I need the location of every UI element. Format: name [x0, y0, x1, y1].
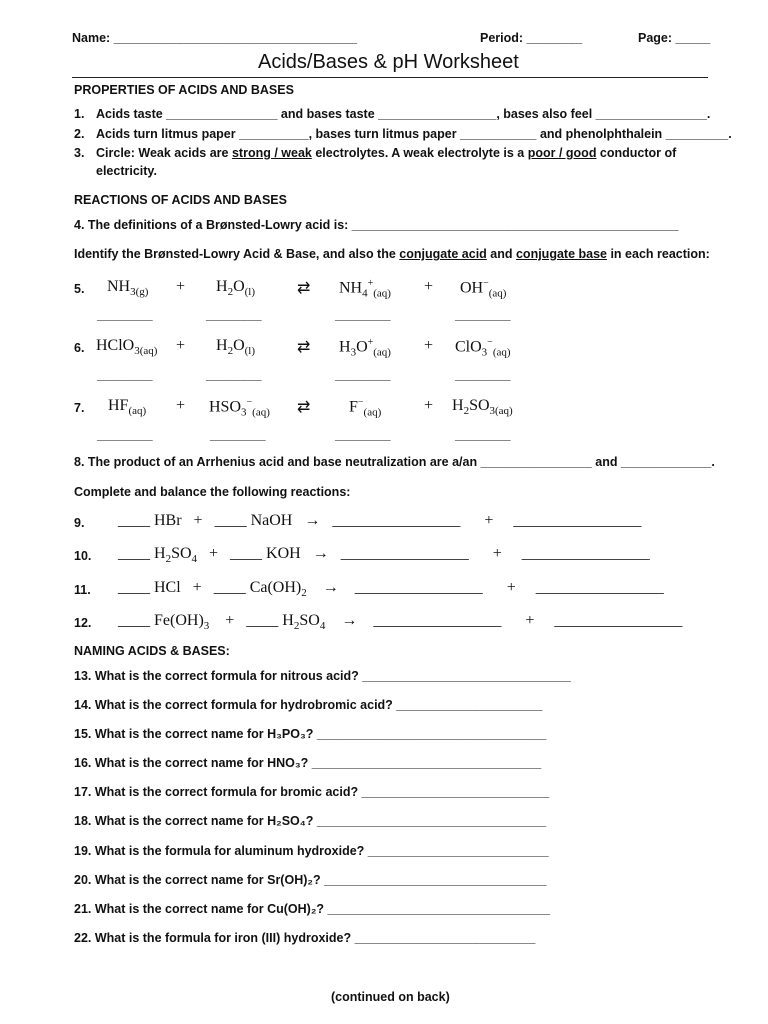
- q3-text: Circle: Weak acids are strong / weak electrolytes. A weak electrolyte is a poor / good conductor of: [96, 146, 677, 160]
- arrow-right-icon: →: [341, 612, 358, 629]
- q9-product-1[interactable]: ________________: [332, 512, 461, 529]
- q6-blank-1[interactable]: ________: [97, 368, 153, 382]
- complete-instructions: Complete and balance the following reactions:: [74, 485, 351, 499]
- q11-number: 11.: [74, 583, 91, 597]
- q7-blank-3[interactable]: ________: [335, 428, 391, 442]
- footer-continued: (continued on back): [331, 990, 450, 1004]
- name-field[interactable]: Name: ___________________________________: [72, 31, 357, 45]
- q7-blank-4[interactable]: ________: [455, 428, 511, 442]
- q5-reactant-2: $H_2O_{(l)}$: [216, 278, 256, 299]
- q1-text[interactable]: Acids taste ________________ and bases taste _________________, bases also feel ________________.: [96, 107, 711, 121]
- q4-text[interactable]: 4. The definitions of a Brønsted-Lowry acid is: _______________________________________________: [74, 218, 679, 232]
- q15-text[interactable]: 15. What is the correct name for H₃PO₃? _________________________________: [74, 727, 547, 741]
- q6-reactant-2: $H_2O_{(l)}$: [216, 337, 256, 358]
- q3-choice-poor-good[interactable]: poor / good: [527, 146, 597, 160]
- q12-coef-2[interactable]: ____: [246, 612, 279, 629]
- q12-product-1[interactable]: ________________: [373, 612, 502, 629]
- q2-text[interactable]: Acids turn litmus paper __________, bases turn litmus paper ___________ and phenolphthalein _________.: [96, 127, 732, 141]
- q9-coef-1[interactable]: ____: [118, 512, 150, 529]
- arrow-right-icon: →: [312, 545, 329, 562]
- q22-text[interactable]: 22. What is the formula for iron (III) hydroxide? __________________________: [74, 931, 536, 945]
- q8-text[interactable]: 8. The product of an Arrhenius acid and base neutralization are a/an ________________ and _____________.: [74, 455, 715, 469]
- q5-blank-1[interactable]: ________: [97, 308, 153, 322]
- q6-number: 6.: [74, 341, 85, 355]
- identify-instructions: Identify the Brønsted-Lowry Acid & Base, and also the conjugate acid and conjugate base in each reaction:: [74, 247, 710, 261]
- q11-product-1[interactable]: ________________: [354, 579, 483, 596]
- equilibrium-arrow-icon: ⇄: [297, 339, 311, 356]
- q6-product-1: $H_3O^+_{(aq)}$: [339, 337, 391, 359]
- q5-blank-2[interactable]: ________: [206, 308, 262, 322]
- q18-text[interactable]: 18. What is the correct name for H₂SO₄? _________________________________: [74, 814, 547, 828]
- q7-reactant-1: $HF_{(aq)}$: [108, 397, 147, 418]
- q3-choice-strong-weak[interactable]: strong / weak: [231, 146, 312, 160]
- q3-number: 3.: [74, 146, 85, 160]
- section-reactions: REACTIONS OF ACIDS AND BASES: [74, 193, 287, 207]
- q6-blank-4[interactable]: ________: [455, 368, 511, 382]
- q9-coef-2[interactable]: ____: [214, 512, 247, 529]
- q12-coef-1[interactable]: ____: [118, 612, 150, 629]
- equilibrium-arrow-icon: ⇄: [297, 280, 311, 297]
- q10-product-1[interactable]: ________________: [340, 545, 469, 562]
- q1-number: 1.: [74, 107, 85, 121]
- q5-blank-3[interactable]: ________: [335, 308, 391, 322]
- q11-coef-2[interactable]: ____: [213, 579, 246, 596]
- q6-blank-2[interactable]: ________: [206, 368, 262, 382]
- q10-number: 10.: [74, 549, 92, 563]
- section-naming: NAMING ACIDS & BASES:: [74, 644, 230, 658]
- q10-coef-1[interactable]: ____: [118, 545, 150, 562]
- arrow-right-icon: →: [322, 579, 339, 596]
- q11-coef-1[interactable]: ____: [118, 579, 150, 596]
- q5-product-1: $NH_4^+_{(aq)}$: [339, 278, 391, 300]
- q7-product-2: $H_2SO_{3(aq)}$: [452, 397, 513, 418]
- q13-text[interactable]: 13. What is the correct formula for nitrous acid? ______________________________: [74, 669, 571, 683]
- q12-number: 12.: [74, 616, 92, 630]
- title-divider: [72, 77, 708, 78]
- q5-reactant-1: $NH_{3(g)}$: [107, 278, 149, 299]
- q7-product-1: $F^-_{(aq)}$: [349, 397, 382, 419]
- q11-product-2[interactable]: ________________: [535, 579, 664, 596]
- q14-text[interactable]: 14. What is the correct formula for hydrobromic acid? _____________________: [74, 698, 543, 712]
- q20-text[interactable]: 20. What is the correct name for Sr(OH)₂? ________________________________: [74, 873, 547, 887]
- q7-reactant-2: $HSO_3^-_{(aq)}$: [209, 397, 270, 419]
- page-field[interactable]: Page: _____: [638, 31, 711, 45]
- page-title: Acids/Bases & pH Worksheet: [258, 51, 519, 73]
- q10-product-2[interactable]: ________________: [521, 545, 650, 562]
- q3-text-cont: electricity.: [96, 164, 157, 178]
- q10-coef-2[interactable]: ____: [230, 545, 263, 562]
- q2-number: 2.: [74, 127, 85, 141]
- q16-text[interactable]: 16. What is the correct name for HNO₃? _________________________________: [74, 756, 542, 770]
- q17-text[interactable]: 17. What is the correct formula for bromic acid? ___________________________: [74, 785, 550, 799]
- section-properties: PROPERTIES OF ACIDS AND BASES: [74, 83, 294, 97]
- q7-number: 7.: [74, 401, 85, 415]
- q6-blank-3[interactable]: ________: [335, 368, 391, 382]
- q5-blank-4[interactable]: ________: [455, 308, 511, 322]
- q7-blank-1[interactable]: ________: [97, 428, 153, 442]
- q5-number: 5.: [74, 282, 85, 296]
- q9-number: 9.: [74, 516, 85, 530]
- q21-text[interactable]: 21. What is the correct name for Cu(OH)₂? ________________________________: [74, 902, 550, 916]
- q6-reactant-1: HClO$_{3(aq)}$: [96, 337, 158, 358]
- q6-product-2: ClO$_3$−$_{(aq)}$: [455, 337, 511, 359]
- period-field[interactable]: Period: ________: [480, 31, 583, 45]
- q12-product-2[interactable]: ________________: [554, 612, 683, 629]
- arrow-right-icon: →: [304, 512, 321, 529]
- equilibrium-arrow-icon: ⇄: [297, 399, 311, 416]
- q19-text[interactable]: 19. What is the formula for aluminum hydroxide? __________________________: [74, 844, 549, 858]
- q7-blank-2[interactable]: ________: [210, 428, 266, 442]
- q9-product-2[interactable]: ________________: [513, 512, 642, 529]
- q5-product-2: $OH^-_{(aq)}$: [460, 278, 507, 300]
